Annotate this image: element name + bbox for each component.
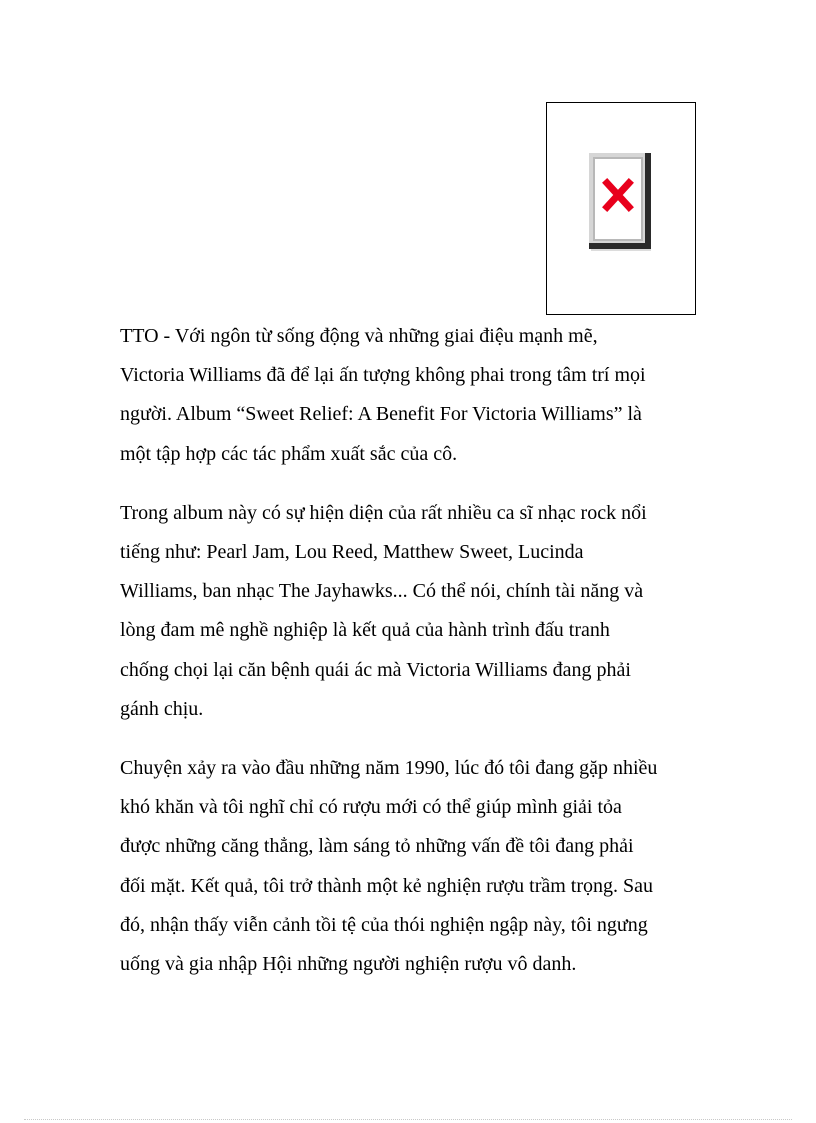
paragraph-story — [120, 749, 700, 984]
text-line: Trong album này có sự hiện diện của rất nhiều ca sĩ nhạc rock nổi — [120, 501, 647, 524]
article-body — [120, 317, 700, 1004]
image-placeholder-frame — [546, 102, 696, 315]
text-line: người. Album “Sweet Relief: A Benefit For Victoria Williams” là — [120, 403, 642, 426]
text-line: đó, nhận thấy viễn cảnh tồi tệ của thói nghiện ngập này, tôi ngưng — [120, 913, 648, 936]
text-line: gánh chịu. — [120, 697, 204, 720]
text-line: khó khăn và tôi nghĩ chỉ có rượu mới có thể giúp mình giải tỏa — [120, 796, 622, 819]
text-line: uống và gia nhập Hội những người nghiện rượu vô danh. — [120, 953, 577, 976]
paragraph-album-artists — [120, 494, 700, 729]
page-bottom-dotted-rule — [24, 1119, 792, 1120]
text-line: tiếng như: Pearl Jam, Lou Reed, Matthew Sweet, Lucinda — [120, 541, 584, 564]
text-line: lòng đam mê nghề nghiệp là kết quả của hành trình đấu tranh — [120, 619, 610, 642]
text-line: được những căng thẳng, làm sáng tỏ những vấn đề tôi đang phải — [120, 835, 634, 858]
text-line: một tập hợp các tác phẩm xuất sắc của cô. — [120, 442, 458, 465]
text-line: chống chọi lại căn bệnh quái ác mà Victoria Williams đang phải — [120, 658, 631, 681]
paragraph-intro — [120, 317, 700, 474]
text-line: Chuyện xảy ra vào đầu những năm 1990, lúc đó tôi đang gặp nhiều — [120, 757, 658, 780]
text-line: Victoria Williams đã để lại ấn tượng không phai trong tâm trí mọi — [120, 364, 646, 387]
text-line: Williams, ban nhạc The Jayhawks... Có thể nói, chính tài năng và — [120, 580, 644, 603]
text-line: đối mặt. Kết quả, tôi trở thành một kẻ nghiện rượu trầm trọng. Sau — [120, 874, 654, 897]
text-line: TTO - Với ngôn từ sống động và những giai điệu mạnh mẽ, — [120, 325, 598, 347]
broken-image-icon — [587, 151, 653, 253]
